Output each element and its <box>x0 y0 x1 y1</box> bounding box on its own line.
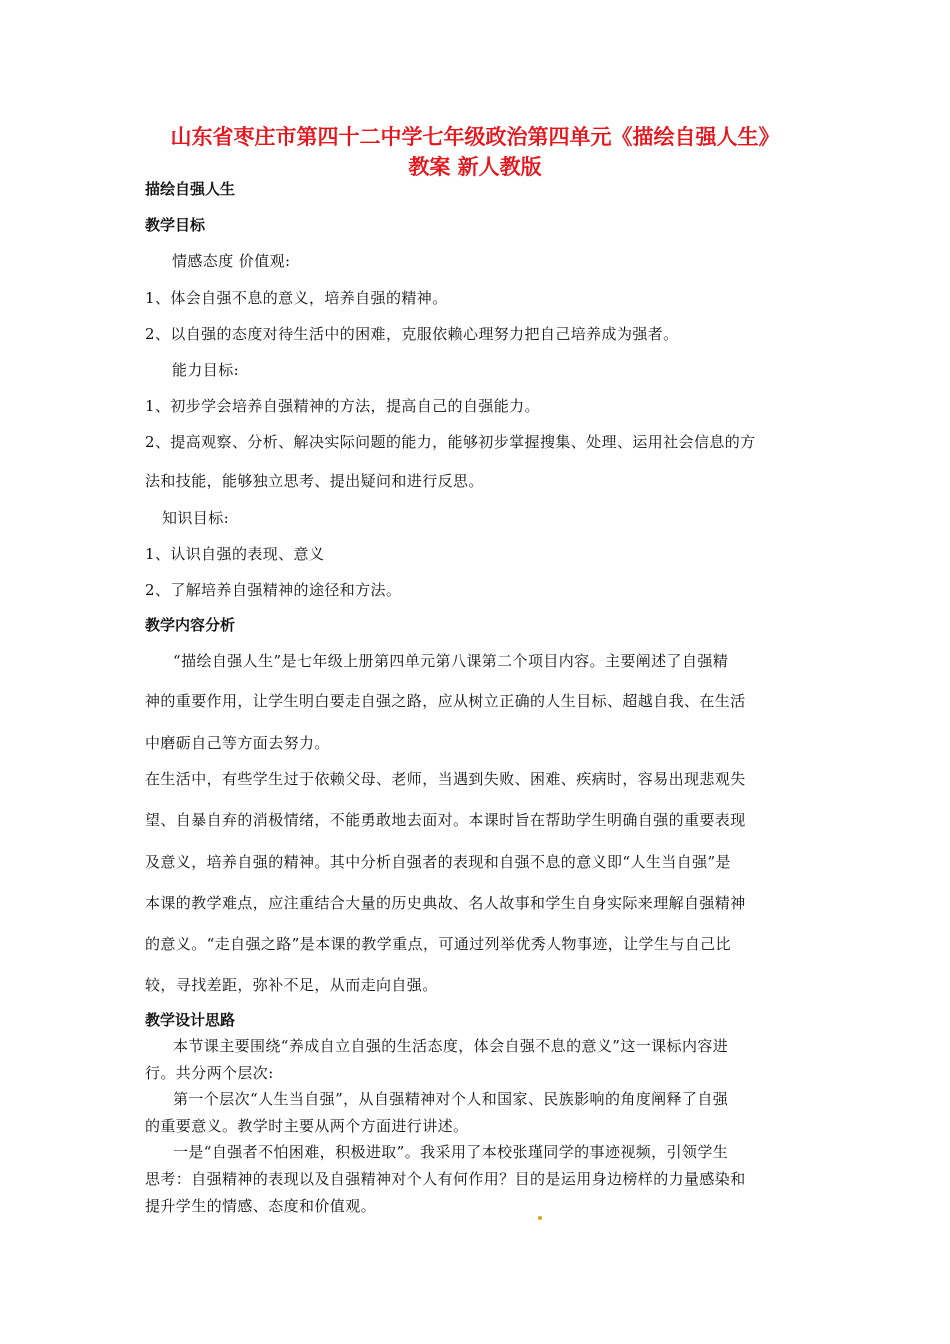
content-p1-line: 神的重要作用，让学生明白要走自强之路，应从树立正确的人生目标、超越自我、在生活 <box>145 692 746 710</box>
heading-content-analysis: 教学内容分析 <box>145 616 236 634</box>
content-p2-line: 及意义，培养自强的精神。其中分析自强者的表现和自强不息的意义即“人生当自强”是 <box>145 853 731 871</box>
doc-title-line1: 山东省枣庄市第四十二中学七年级政治第四单元《描绘自强人生》 <box>170 125 780 149</box>
decorative-dot <box>538 1216 542 1220</box>
design-p3-line: 思考：自强精神的表现以及自强精神对个人有何作用？目的是运用身边榜样的力量感染和 <box>145 1170 746 1188</box>
content-p1-line: “描绘自强人生”是七年级上册第四单元第八课第二个项目内容。主要阐述了自强精 <box>173 652 729 670</box>
goal-ability-1: 1、初步学会培养自强精神的方法，提高自己的自强能力。 <box>145 397 540 415</box>
goal-emotion-label: 情感态度 价值观: <box>172 252 291 270</box>
design-p2-line: 的重要意义。教学时主要从两个方面进行讲述。 <box>145 1117 469 1135</box>
content-p2-line: 在生活中，有些学生过于依赖父母、老师，当遇到失败、困难、疾病时，容易出现悲观失 <box>145 770 746 788</box>
design-p1-line: 行。共分两个层次: <box>145 1064 274 1082</box>
goal-ability-2b: 法和技能，能够独立思考、提出疑问和进行反思。 <box>145 472 484 490</box>
goal-knowledge-2: 2、了解培养自强精神的途径和方法。 <box>145 581 402 599</box>
goal-knowledge-label: 知识目标: <box>162 509 230 527</box>
design-p2-line: 第一个层次“人生当自强”，从自强精神对个人和国家、民族影响的角度阐释了自强 <box>173 1090 729 1108</box>
design-p3-line: 提升学生的情感、态度和价值观。 <box>145 1197 377 1215</box>
content-p2-line: 的意义。“走自强之路”是本课的教学重点，可通过列举优秀人物事迹，让学生与自己比 <box>145 935 731 953</box>
goal-ability-label: 能力目标: <box>172 361 240 379</box>
content-p2-line: 较，寻找差距，弥补不足，从而走向自强。 <box>145 976 438 994</box>
goal-emotion-2: 2、以自强的态度对待生活中的困难，克服依赖心理努力把自己培养成为强者。 <box>145 325 679 343</box>
design-p1-line: 本节课主要围绕“养成自立自强的生活态度，体会自强不息的意义”这一课标内容进 <box>173 1037 729 1055</box>
goal-knowledge-1: 1、认识自强的表现、意义 <box>145 545 325 563</box>
heading-design-ideas: 教学设计思路 <box>145 1011 236 1029</box>
content-p2-line: 本课的教学难点，应注重结合大量的历史典故、名人故事和学生自身实际来理解自强精神 <box>145 894 746 912</box>
content-p2-line: 望、自暴自弃的消极情绪，不能勇敢地去面对。本课时旨在帮助学生明确自强的重要表现 <box>145 811 746 829</box>
heading-teaching-goals: 教学目标 <box>145 216 206 234</box>
goal-emotion-1: 1、体会自强不息的意义，培养自强的精神。 <box>145 289 448 307</box>
design-p3-line: 一是“自强者不怕困难，积极进取”。我采用了本校张瑾同学的事迹视频，引领学生 <box>173 1143 729 1161</box>
lesson-subtitle: 描绘自强人生 <box>145 180 236 198</box>
goal-ability-2a: 2、提高观察、分析、解决实际问题的能力，能够初步掌握搜集、处理、运用社会信息的方 <box>145 433 756 451</box>
doc-title-line2: 教案 新人教版 <box>408 155 542 179</box>
content-p1-line: 中磨砺自己等方面去努力。 <box>145 734 330 752</box>
